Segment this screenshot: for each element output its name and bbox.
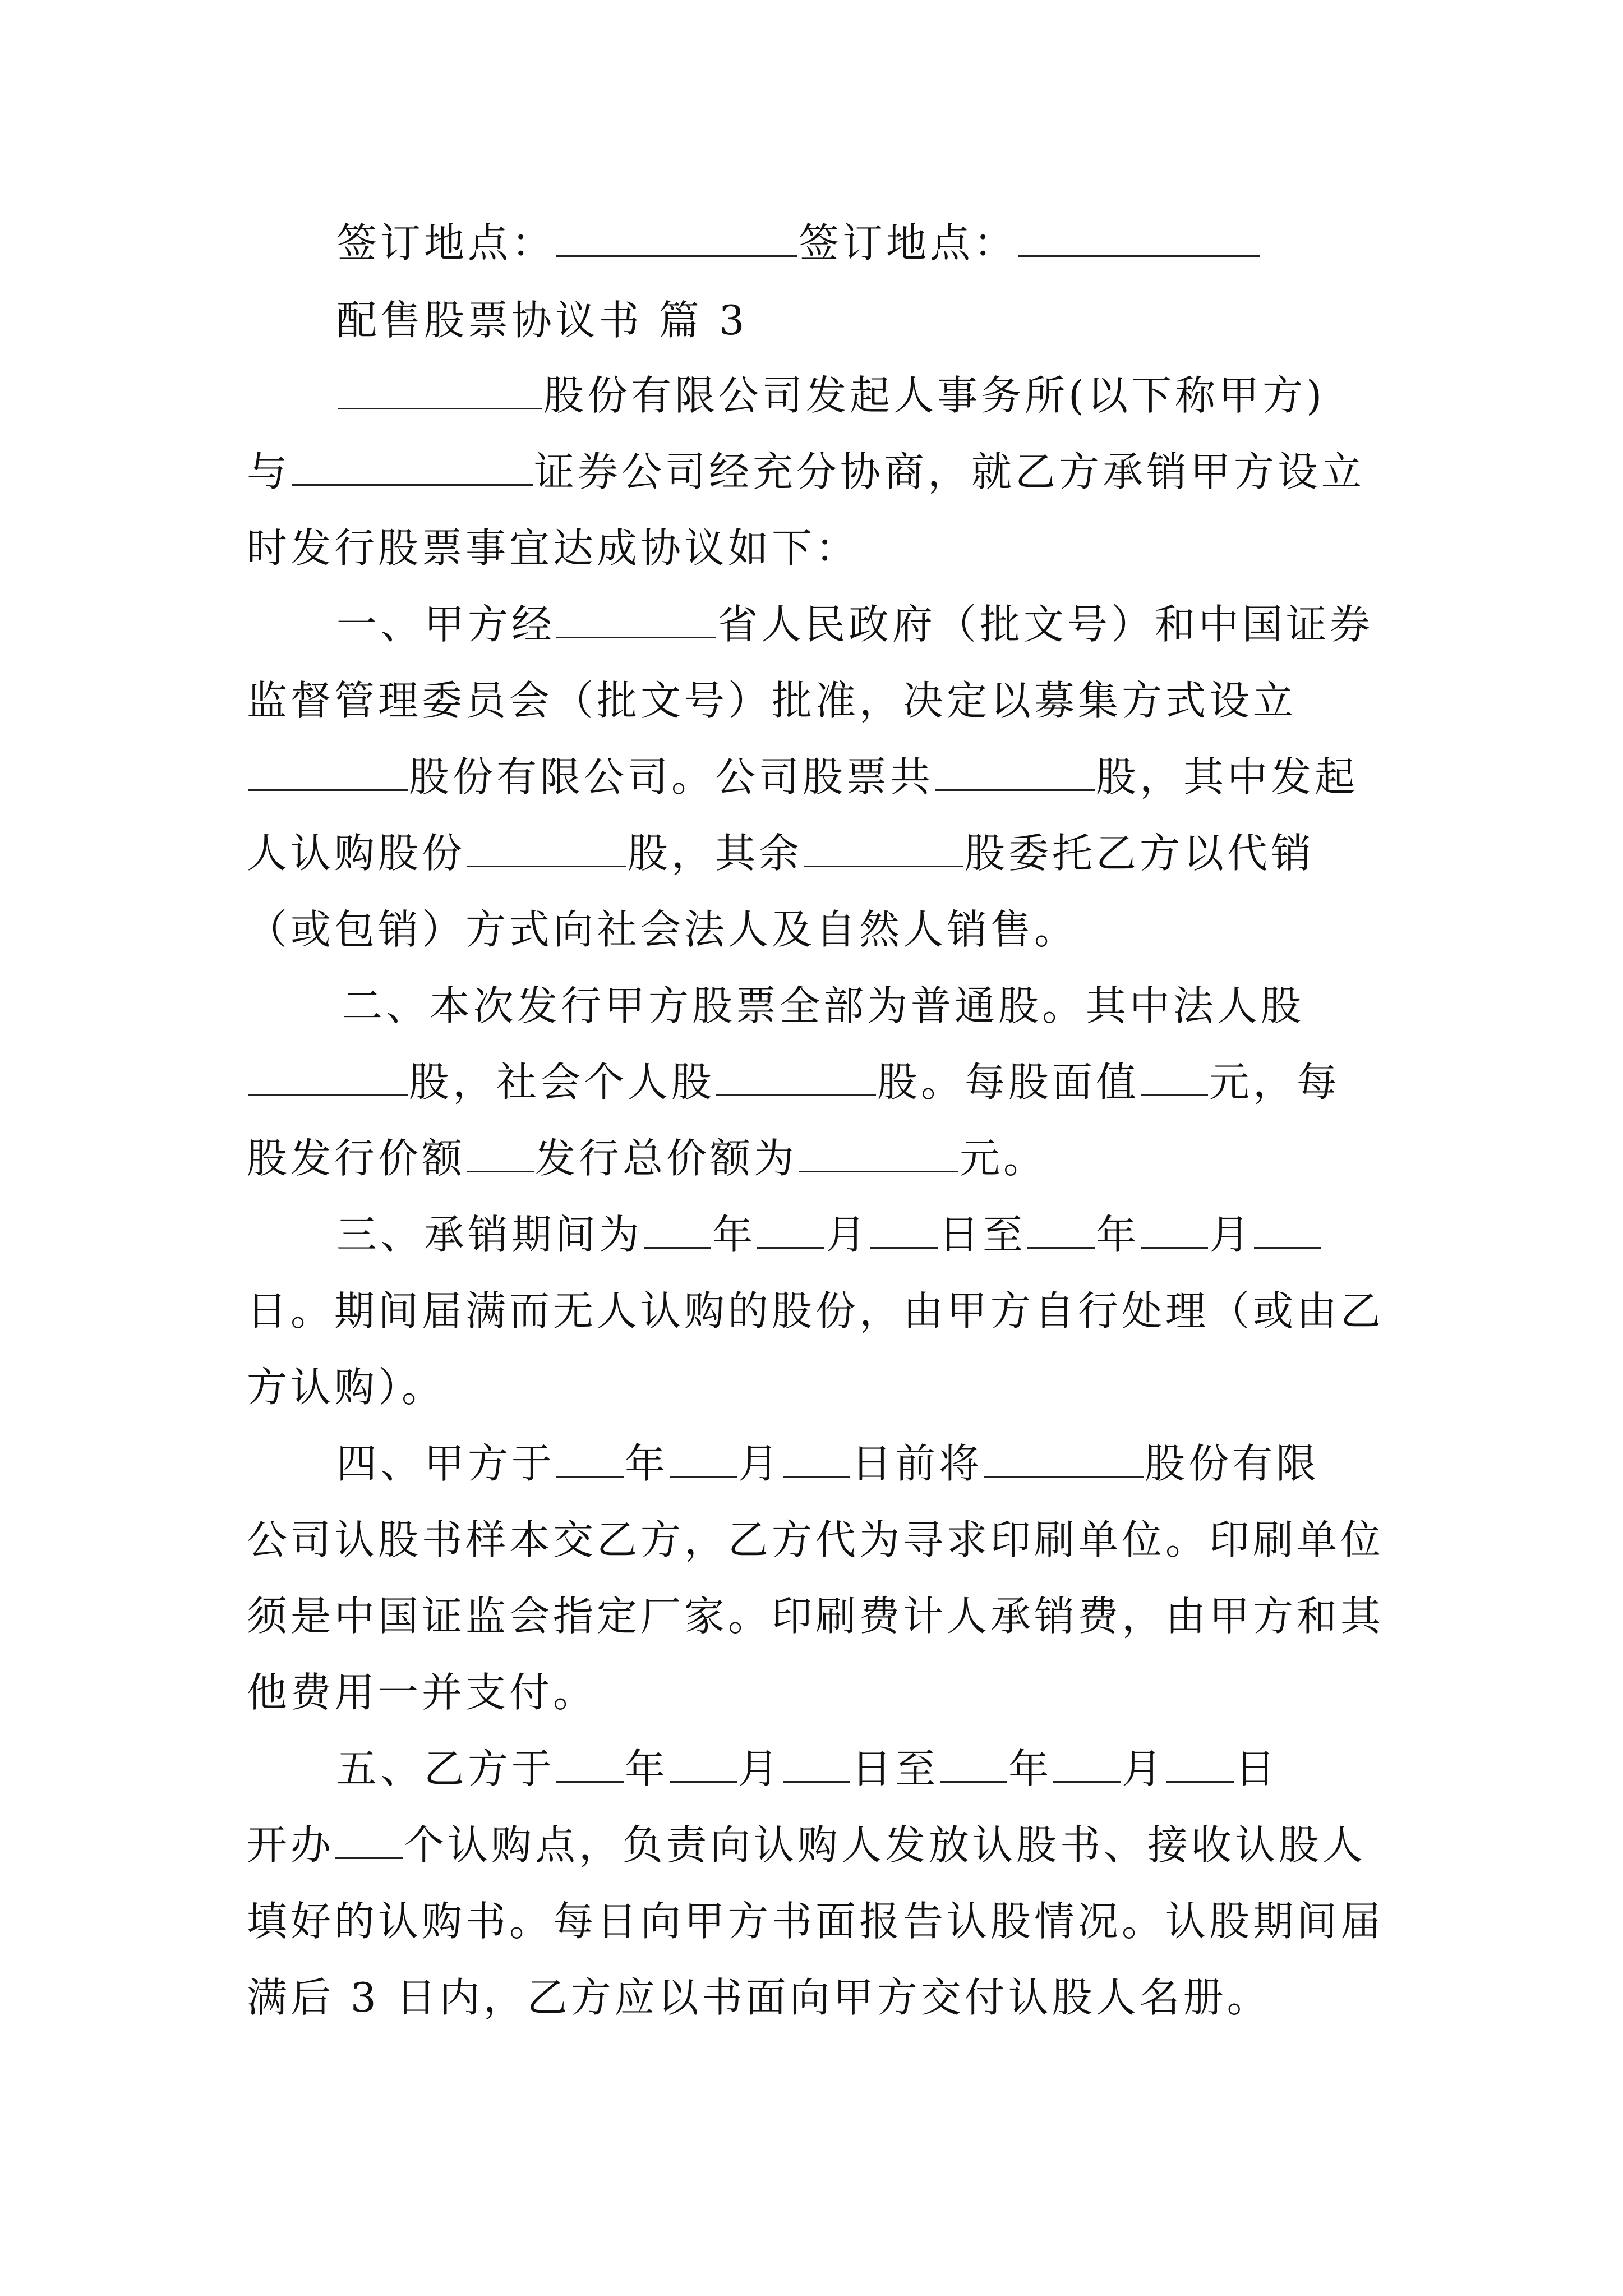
text-run: 股发行价额 bbox=[247, 1135, 466, 1182]
text-run: 年 bbox=[1096, 1211, 1140, 1258]
text-run: 个认购点，负责向认购人发放认股书、接收认股人 bbox=[404, 1821, 1367, 1869]
blank-field bbox=[1027, 1212, 1095, 1249]
text-run: 股份有限公司发起人事务所(以下称甲方) bbox=[543, 372, 1326, 419]
paragraph-line bbox=[336, 365, 1325, 426]
text-run: 月 bbox=[826, 1211, 870, 1258]
blank-field bbox=[670, 1441, 737, 1478]
blank-field bbox=[467, 831, 626, 867]
text-run: 四、甲方于 bbox=[336, 1440, 556, 1487]
paragraph-line bbox=[336, 1433, 1320, 1494]
text-run: 日前将 bbox=[851, 1440, 983, 1487]
text-run: 日 bbox=[1235, 1745, 1279, 1792]
blank-field bbox=[1141, 1060, 1208, 1096]
signing-place-label-1: 签订地点： bbox=[336, 219, 556, 266]
blank-field bbox=[556, 1746, 624, 1783]
text-run: 月 bbox=[1209, 1211, 1253, 1258]
text-run: 股，其中发起 bbox=[1096, 753, 1359, 800]
text-run: 年 bbox=[712, 1211, 757, 1258]
blank-field bbox=[1053, 1746, 1121, 1783]
blank-field bbox=[1166, 1746, 1234, 1783]
paragraph-line: 日。期间届满而无人认购的股份，由甲方自行处理（或由乙 bbox=[247, 1287, 1385, 1335]
paragraph-line: 监督管理委员会（批文号）批准，决定以募集方式设立 bbox=[247, 677, 1297, 724]
text-run: 发行总价额为 bbox=[535, 1135, 798, 1182]
blank-field bbox=[1254, 1212, 1321, 1249]
text-run: 五、乙方于 bbox=[336, 1745, 556, 1792]
paragraph-line bbox=[247, 1051, 1340, 1113]
text-run: 省人民政府（批文号）和中国证券 bbox=[717, 601, 1374, 648]
blank-field bbox=[556, 220, 797, 257]
blank-field bbox=[670, 1746, 737, 1783]
text-run: 一、甲方经 bbox=[336, 601, 556, 648]
blank-field bbox=[940, 1746, 1007, 1783]
paragraph-line bbox=[247, 822, 1315, 884]
text-run: 月 bbox=[738, 1440, 782, 1487]
paragraph-line bbox=[336, 593, 1373, 655]
paragraph-line: 他费用一并支付。 bbox=[247, 1669, 597, 1716]
blank-field bbox=[556, 602, 716, 638]
text-run: 股委托乙方以代销 bbox=[965, 830, 1315, 877]
blank-field bbox=[804, 831, 963, 867]
paragraph-line bbox=[336, 1738, 1279, 1800]
blank-field bbox=[248, 754, 408, 791]
blank-field bbox=[467, 1136, 534, 1172]
text-run: 证券公司经充分协商，就乙方承销甲方设立 bbox=[534, 448, 1366, 495]
paragraph-line: 二、本次发行甲方股票全部为普通股。其中法人股 bbox=[342, 982, 1305, 1029]
paragraph-line bbox=[336, 1204, 1322, 1266]
blank-field bbox=[716, 1060, 876, 1096]
section-heading: 配售股票协议书 篇 3 bbox=[336, 297, 748, 344]
paragraph-line bbox=[247, 1128, 1047, 1189]
text-run: 股，社会个人股 bbox=[409, 1059, 716, 1106]
paragraph-line: 须是中国证监会指定厂家。印刷费计人承销费，由甲方和其 bbox=[247, 1593, 1385, 1640]
text-run: 日至 bbox=[851, 1745, 939, 1792]
blank-field bbox=[783, 1746, 850, 1783]
blank-field bbox=[870, 1212, 938, 1249]
text-run: 月 bbox=[738, 1745, 782, 1792]
blank-field bbox=[338, 373, 542, 409]
blank-field bbox=[1018, 220, 1260, 257]
blank-field bbox=[783, 1441, 850, 1478]
text-run: 年 bbox=[625, 1745, 669, 1792]
text-run: 人认购股份 bbox=[247, 830, 466, 877]
signing-place-line bbox=[336, 212, 1261, 274]
text-run: 三、承销期间为 bbox=[336, 1211, 643, 1258]
paragraph-line: 公司认股书样本交乙方，乙方代为寻求印刷单位。印刷单位 bbox=[247, 1516, 1385, 1563]
text-run: 元。 bbox=[960, 1135, 1048, 1182]
text-run: 月 bbox=[1122, 1745, 1166, 1792]
blank-field bbox=[556, 1441, 624, 1478]
blank-field bbox=[248, 1060, 408, 1096]
text-run: 元，每 bbox=[1209, 1059, 1341, 1106]
text-run: 年 bbox=[625, 1440, 669, 1487]
text-run: 日至 bbox=[939, 1211, 1027, 1258]
paragraph-line: 满后 3 日内，乙方应以书面向甲方交付认股人名册。 bbox=[247, 1974, 1271, 2021]
text-run: 开办 bbox=[247, 1821, 335, 1869]
paragraph-line bbox=[247, 1814, 1366, 1876]
text-run: 股，其余 bbox=[628, 830, 803, 877]
paragraph-line: 时发行股票事宜达成协议如下： bbox=[247, 524, 860, 572]
blank-field bbox=[335, 1823, 403, 1859]
paragraph-line: （或包销）方式向社会法人及自然人销售。 bbox=[247, 906, 1078, 953]
text-run: 股份有限 bbox=[1145, 1440, 1320, 1487]
blank-field bbox=[1141, 1212, 1208, 1249]
blank-field bbox=[757, 1212, 824, 1249]
blank-field bbox=[799, 1136, 958, 1172]
paragraph-line: 填好的认购书。每日向甲方书面报告认股情况。认股期间届 bbox=[247, 1898, 1385, 1945]
paragraph-line bbox=[247, 746, 1358, 808]
text-run: 股份有限公司。公司股票共 bbox=[409, 753, 934, 800]
blank-field bbox=[984, 1441, 1144, 1478]
blank-field bbox=[644, 1212, 711, 1249]
blank-field bbox=[292, 449, 533, 486]
text-run: 股。每股面值 bbox=[877, 1059, 1140, 1106]
paragraph-line bbox=[247, 441, 1365, 503]
paragraph-line: 方认购）。 bbox=[247, 1364, 446, 1411]
signing-place-label-2: 签订地点： bbox=[799, 219, 1018, 266]
text-run: 与 bbox=[247, 448, 291, 495]
text-run: 年 bbox=[1008, 1745, 1053, 1792]
blank-field bbox=[935, 754, 1095, 791]
